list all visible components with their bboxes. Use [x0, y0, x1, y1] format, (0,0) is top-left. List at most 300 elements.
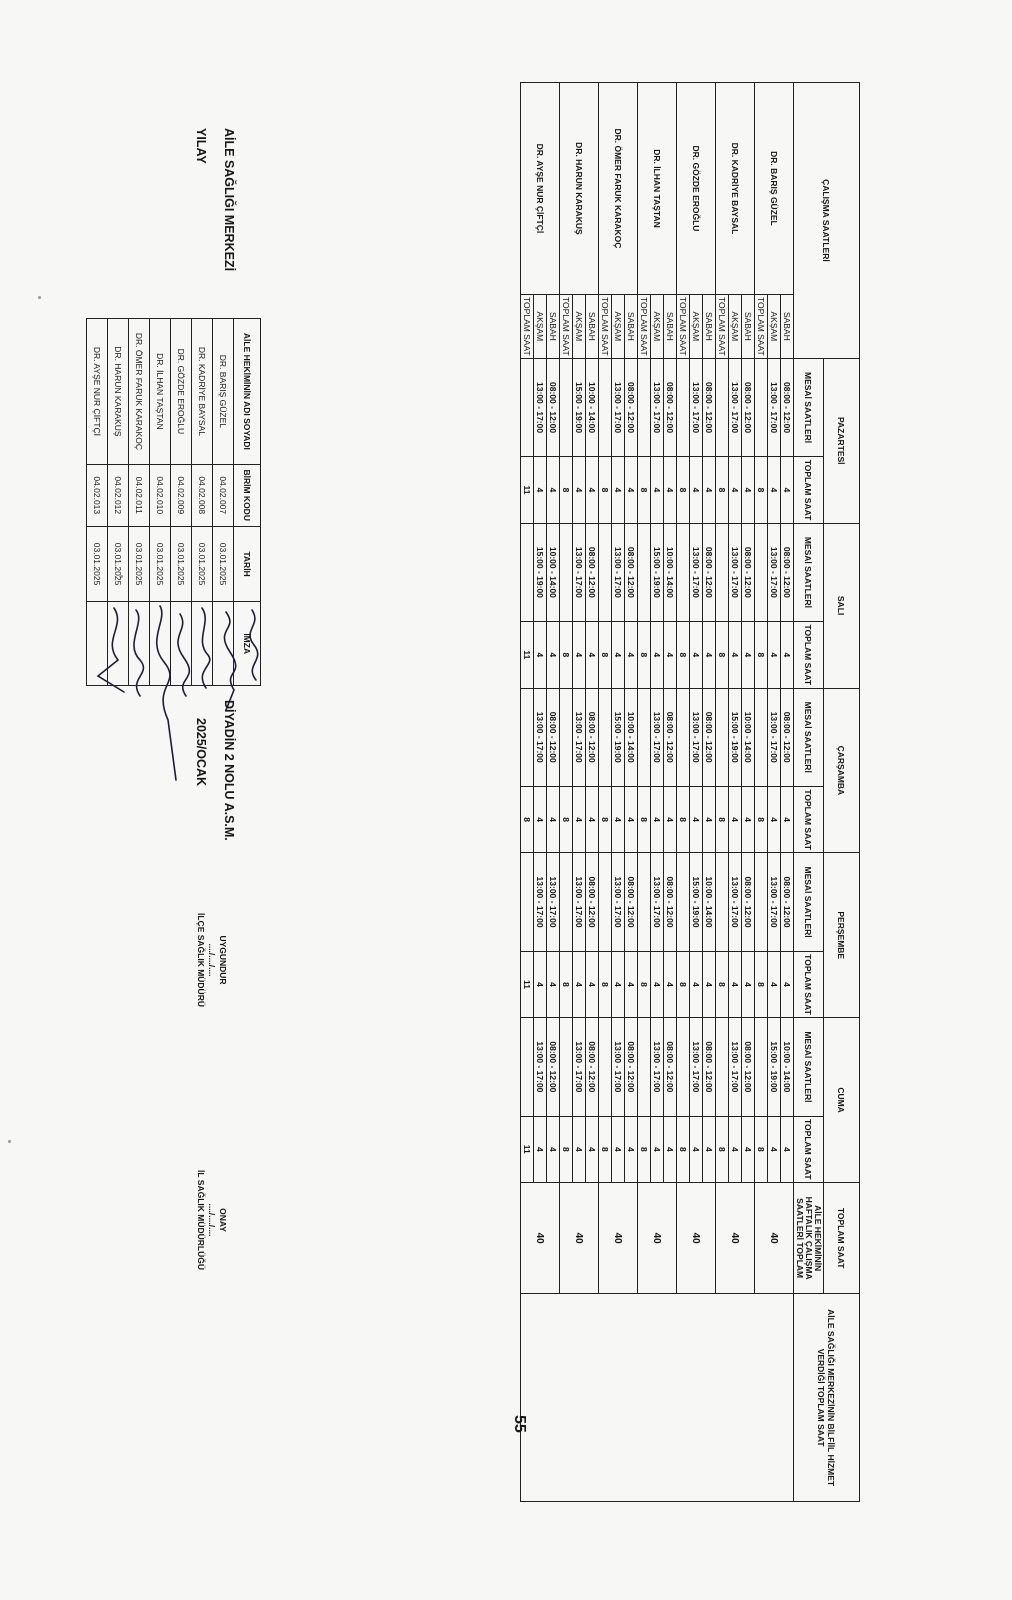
shift-total: 4 — [625, 1116, 638, 1182]
shift-hours — [638, 853, 651, 951]
shift-total: 8 — [677, 786, 690, 852]
sig-header-date: TARİH — [234, 526, 261, 602]
shift-label: SABAH — [625, 294, 638, 358]
shift-total: 8 — [560, 951, 573, 1017]
shift-label: TOPLAM SAAT — [677, 294, 690, 358]
shift-hours: 10:00 - 14:00 — [703, 853, 716, 951]
shift-total: 4 — [547, 1116, 560, 1182]
doctor-name: DR. AYŞE NUR ÇİFTÇİ — [521, 83, 560, 295]
shift-total: 8 — [755, 1116, 768, 1182]
shift-total: 8 — [599, 951, 612, 1017]
shift-hours — [716, 688, 729, 786]
shift-hours: 08:00 - 12:00 — [781, 853, 794, 951]
shift-hours: 08:00 - 12:00 — [625, 358, 638, 456]
shift-total: 4 — [547, 786, 560, 852]
doctor-name: DR. GÖZDE EROĞLU — [677, 83, 716, 295]
shift-total: 4 — [768, 951, 781, 1017]
total-subheader: TOPLAM SAAT — [794, 1116, 824, 1182]
weekly-total: 40 — [599, 1182, 638, 1293]
table-row — [547, 83, 560, 1502]
shift-total: 4 — [586, 786, 599, 852]
weekly-total: 40 — [521, 1182, 560, 1293]
shift-hours: 13:00 - 17:00 — [534, 853, 547, 951]
shift-total: 4 — [664, 457, 677, 523]
shift-total: 4 — [547, 622, 560, 688]
shift-total: 4 — [742, 622, 755, 688]
table-row — [742, 83, 755, 1502]
province-approval — [195, 1140, 228, 1300]
shift-total: 11 — [521, 1116, 534, 1182]
shift-hours — [521, 688, 534, 786]
shift-hours — [755, 853, 768, 951]
shift-hours: 08:00 - 12:00 — [703, 1018, 716, 1116]
shift-total: 8 — [599, 622, 612, 688]
shift-total: 11 — [521, 951, 534, 1017]
sig-date: 03.01.2025 — [192, 526, 213, 602]
shift-hours: 08:00 - 12:00 — [742, 358, 755, 456]
district-approval-title: UYGUNDUR — [218, 935, 228, 985]
table-row — [664, 83, 677, 1502]
shift-hours: 10:00 - 14:00 — [547, 523, 560, 621]
shift-total: 4 — [534, 457, 547, 523]
shift-hours: 08:00 - 12:00 — [703, 523, 716, 621]
shift-label: AKŞAM — [573, 294, 586, 358]
sig-doctor-name: DR. BARIŞ GÜZEL — [213, 319, 234, 465]
shift-total: 8 — [716, 951, 729, 1017]
shift-hours: 13:00 - 17:00 — [612, 358, 625, 456]
shift-hours — [560, 1018, 573, 1116]
shift-total: 4 — [625, 951, 638, 1017]
province-approval-role: İL SAĞLIK MÜDÜRLÜĞÜ — [196, 1170, 206, 1270]
sig-unit-code: 04.02.008 — [192, 464, 213, 526]
shift-hours: 15:00 - 19:00 — [729, 688, 742, 786]
shift-hours: 13:00 - 17:00 — [651, 358, 664, 456]
weekly-total: 40 — [560, 1182, 599, 1293]
service-header: AİLE SAĞLIĞI MERKEZİNİN BİLFİİL HİZMET VERDİĞİ TOPLAM SAAT — [794, 1294, 860, 1502]
shift-label: TOPLAM SAAT — [755, 294, 768, 358]
day-header: ÇARŞAMBA — [824, 688, 860, 853]
doctor-name: DR. KADRİYE BAYSAL — [716, 83, 755, 295]
shift-total: 4 — [742, 951, 755, 1017]
shift-hours — [716, 853, 729, 951]
shift-total: 4 — [768, 622, 781, 688]
shift-total: 4 — [781, 1116, 794, 1182]
sig-unit-code: 04.02.011 — [129, 464, 150, 526]
period: 2025/OCAK — [194, 718, 208, 787]
doctor-name: DR. HARUN KARAKUŞ — [560, 83, 599, 295]
shift-total: 4 — [586, 951, 599, 1017]
shift-hours: 15:00 - 19:00 — [651, 523, 664, 621]
shift-hours: 10:00 - 14:00 — [781, 1018, 794, 1116]
shift-total: 4 — [690, 622, 703, 688]
shift-total: 4 — [664, 622, 677, 688]
shift-total: 8 — [638, 457, 651, 523]
signature-stroke — [98, 608, 124, 692]
doctor-name: DR. İLHAN TAŞTAN — [638, 83, 677, 295]
shift-hours — [677, 853, 690, 951]
doctor-name: DR. ÖMER FARUK KARAKOÇ — [599, 83, 638, 295]
sig-header-code: BİRİM KODU — [234, 464, 261, 526]
shift-label: SABAH — [664, 294, 677, 358]
shift-total: 4 — [703, 951, 716, 1017]
shift-total: 8 — [677, 951, 690, 1017]
sig-date: 03.01.2025 — [171, 526, 192, 602]
weekly-total: 40 — [677, 1182, 716, 1293]
shift-hours — [599, 688, 612, 786]
shift-hours: 13:00 - 17:00 — [768, 358, 781, 456]
sig-header-sign: İMZA — [234, 602, 261, 686]
sig-date: 03.01.2025 — [150, 526, 171, 602]
shift-total: 4 — [703, 1116, 716, 1182]
shift-label: SABAH — [703, 294, 716, 358]
table-row — [625, 83, 638, 1502]
shift-total: 8 — [716, 457, 729, 523]
shift-hours: 13:00 - 17:00 — [729, 1018, 742, 1116]
shift-total: 4 — [534, 786, 547, 852]
city-name: YILAY — [194, 128, 208, 164]
shift-hours — [755, 1018, 768, 1116]
shift-total: 4 — [742, 1116, 755, 1182]
signatures-scribble — [84, 600, 264, 810]
sig-doctor-name: DR. GÖZDE EROĞLU — [171, 319, 192, 465]
shift-hours — [599, 358, 612, 456]
shift-total: 4 — [768, 1116, 781, 1182]
shift-total: 4 — [651, 457, 664, 523]
shift-hours — [599, 1018, 612, 1116]
shift-total: 8 — [638, 786, 651, 852]
shift-hours: 13:00 - 17:00 — [534, 358, 547, 456]
shift-total: 8 — [599, 1116, 612, 1182]
shift-total: 4 — [781, 786, 794, 852]
sig-unit-code: 04.02.012 — [108, 464, 129, 526]
shift-total: 8 — [560, 622, 573, 688]
shift-total: 4 — [573, 951, 586, 1017]
shift-hours — [521, 358, 534, 456]
shift-hours: 08:00 - 12:00 — [586, 688, 599, 786]
day-header: PERŞEMBE — [824, 853, 860, 1018]
shift-hours — [521, 1018, 534, 1116]
table-row — [586, 83, 599, 1502]
shift-total: 11 — [521, 622, 534, 688]
shift-hours: 13:00 - 17:00 — [690, 1018, 703, 1116]
shift-hours: 08:00 - 12:00 — [781, 358, 794, 456]
shift-total: 4 — [690, 457, 703, 523]
shift-total: 4 — [612, 951, 625, 1017]
shift-hours — [638, 1018, 651, 1116]
shift-hours: 08:00 - 12:00 — [664, 1018, 677, 1116]
schedule-table — [520, 82, 860, 1502]
shift-hours: 08:00 - 12:00 — [781, 523, 794, 621]
shift-hours — [560, 523, 573, 621]
shift-label: AKŞAM — [651, 294, 664, 358]
district-approval-role: İLÇE SAĞLIK MÜDÜRÜ — [196, 913, 206, 1007]
shift-hours: 08:00 - 12:00 — [547, 1018, 560, 1116]
shift-total: 4 — [612, 457, 625, 523]
shift-total: 11 — [521, 457, 534, 523]
shift-total: 8 — [521, 786, 534, 852]
shift-hours: 13:00 - 17:00 — [547, 853, 560, 951]
shift-hours: 08:00 - 12:00 — [742, 853, 755, 951]
shift-total: 4 — [703, 786, 716, 852]
page-number: 55 — [511, 1415, 528, 1433]
sig-doctor-name: DR. AYŞE NUR ÇİFTÇİ — [87, 319, 108, 465]
center-title: AİLE SAĞLIĞI MERKEZİ — [222, 128, 236, 272]
sig-date: 03.01.2025 — [213, 526, 234, 602]
shift-total: 4 — [625, 457, 638, 523]
shift-total: 8 — [755, 457, 768, 523]
shift-label: AKŞAM — [612, 294, 625, 358]
shift-hours: 13:00 - 17:00 — [651, 853, 664, 951]
shift-total: 4 — [703, 622, 716, 688]
shift-hours: 10:00 - 14:00 — [625, 688, 638, 786]
total-header: TOPLAM SAAT — [824, 1182, 860, 1293]
weekly-total: 40 — [716, 1182, 755, 1293]
sig-doctor-name: DR. KADRİYE BAYSAL — [192, 319, 213, 465]
shift-hours — [755, 523, 768, 621]
signature-stroke — [250, 610, 258, 680]
shift-hours — [716, 358, 729, 456]
total-subheader: TOPLAM SAAT — [794, 786, 824, 852]
shift-total: 4 — [690, 1116, 703, 1182]
shift-hours: 13:00 - 17:00 — [768, 688, 781, 786]
shift-hours — [677, 1018, 690, 1116]
signature-stroke — [178, 614, 189, 696]
shift-hours: 08:00 - 12:00 — [547, 688, 560, 786]
shift-total: 4 — [573, 1116, 586, 1182]
shift-hours: 08:00 - 12:00 — [586, 523, 599, 621]
shift-total: 4 — [729, 1116, 742, 1182]
shift-label: AKŞAM — [690, 294, 703, 358]
shift-total: 8 — [677, 622, 690, 688]
table-row — [781, 83, 794, 1502]
shift-total: 4 — [781, 622, 794, 688]
shift-hours: 13:00 - 17:00 — [768, 523, 781, 621]
shift-hours — [521, 523, 534, 621]
shift-hours: 13:00 - 17:00 — [534, 688, 547, 786]
shift-total: 8 — [677, 457, 690, 523]
shift-total: 8 — [638, 951, 651, 1017]
shift-hours: 13:00 - 17:00 — [612, 1018, 625, 1116]
shift-total: 4 — [612, 786, 625, 852]
shift-total: 8 — [716, 1116, 729, 1182]
shift-total: 8 — [638, 622, 651, 688]
shift-total: 4 — [664, 1116, 677, 1182]
shift-hours — [716, 523, 729, 621]
sig-unit-code: 04.02.010 — [150, 464, 171, 526]
shift-total: 4 — [612, 1116, 625, 1182]
day-header: SALI — [824, 523, 860, 688]
weekly-total: 40 — [755, 1182, 794, 1293]
shift-hours: 15:00 - 19:00 — [768, 1018, 781, 1116]
shift-total: 8 — [638, 1116, 651, 1182]
shift-hours: 13:00 - 17:00 — [690, 688, 703, 786]
shift-hours: 15:00 - 19:00 — [573, 358, 586, 456]
shift-label: TOPLAM SAAT — [521, 294, 534, 358]
shift-total: 4 — [534, 951, 547, 1017]
shift-hours — [560, 358, 573, 456]
shift-hours: 13:00 - 17:00 — [573, 523, 586, 621]
shift-hours: 08:00 - 12:00 — [664, 853, 677, 951]
shift-hours — [677, 523, 690, 621]
shift-total: 4 — [573, 786, 586, 852]
shift-total: 8 — [560, 1116, 573, 1182]
shift-hours: 13:00 - 17:00 — [651, 1018, 664, 1116]
hours-subheader: MESAİ SAATLERİ — [794, 688, 824, 786]
province-approval-date: ..../..../.... — [207, 1203, 217, 1237]
shift-total: 4 — [651, 622, 664, 688]
signature-stroke — [134, 610, 144, 696]
shift-total: 8 — [755, 951, 768, 1017]
district-approval-date: ..../..../.... — [207, 943, 217, 977]
total-subheader: TOPLAM SAAT — [794, 457, 824, 523]
shift-total: 4 — [586, 622, 599, 688]
shift-hours: 08:00 - 12:00 — [586, 853, 599, 951]
shift-hours — [599, 853, 612, 951]
shift-total: 8 — [560, 786, 573, 852]
shift-hours: 15:00 - 19:00 — [612, 688, 625, 786]
signature-stroke — [202, 608, 210, 688]
shift-label: SABAH — [547, 294, 560, 358]
corner-header: ÇALIŞMA SAATLERİ — [794, 83, 860, 359]
sig-header-name: AİLE HEKİMİNİN ADI SOYADI — [234, 319, 261, 465]
shift-label: SABAH — [586, 294, 599, 358]
shift-hours: 08:00 - 12:00 — [664, 358, 677, 456]
shift-hours: 13:00 - 17:00 — [573, 853, 586, 951]
shift-total: 4 — [690, 951, 703, 1017]
shift-hours: 13:00 - 17:00 — [729, 358, 742, 456]
shift-total: 8 — [716, 622, 729, 688]
day-header: CUMA — [824, 1018, 860, 1183]
shift-total: 4 — [534, 1116, 547, 1182]
shift-hours — [521, 853, 534, 951]
shift-hours: 13:00 - 17:00 — [690, 523, 703, 621]
shift-hours — [638, 688, 651, 786]
shift-label: AKŞAM — [768, 294, 781, 358]
shift-hours: 15:00 - 19:00 — [690, 853, 703, 951]
shift-hours: 15:00 - 19:00 — [534, 523, 547, 621]
province-approval-title: ONAY — [218, 1208, 228, 1232]
unit-name: DİYADİN 2 NOLU A.S.M. — [222, 700, 236, 841]
shift-total: 4 — [690, 786, 703, 852]
shift-hours: 08:00 - 12:00 — [742, 1018, 755, 1116]
hours-subheader: MESAİ SAATLERİ — [794, 853, 824, 951]
shift-label: AKŞAM — [729, 294, 742, 358]
shift-total: 4 — [729, 457, 742, 523]
shift-total: 8 — [755, 786, 768, 852]
sig-date: 03.01.2025 — [129, 526, 150, 602]
sig-date: 03.01.2025 — [108, 526, 129, 602]
shift-total: 4 — [768, 786, 781, 852]
shift-label: TOPLAM SAAT — [716, 294, 729, 358]
shift-total: 8 — [599, 786, 612, 852]
shift-hours: 13:00 - 17:00 — [651, 688, 664, 786]
shift-total: 4 — [742, 457, 755, 523]
shift-total: 4 — [625, 786, 638, 852]
day-header: PAZARTESİ — [824, 358, 860, 523]
shift-hours: 13:00 - 17:00 — [573, 1018, 586, 1116]
shift-total: 4 — [573, 622, 586, 688]
shift-total: 8 — [599, 457, 612, 523]
signature-stroke — [157, 606, 176, 780]
shift-label: SABAH — [742, 294, 755, 358]
shift-hours — [755, 358, 768, 456]
sig-doctor-name: DR. ÖMER FARUK KARAKOÇ — [129, 319, 150, 465]
shift-hours: 13:00 - 17:00 — [690, 358, 703, 456]
shift-label: TOPLAM SAAT — [638, 294, 651, 358]
shift-hours — [638, 358, 651, 456]
shift-hours: 13:00 - 17:00 — [768, 853, 781, 951]
shift-hours — [755, 688, 768, 786]
shift-hours — [560, 688, 573, 786]
sig-doctor-name: DR. HARUN KARAKUŞ — [108, 319, 129, 465]
shift-total: 4 — [664, 786, 677, 852]
shift-hours: 10:00 - 14:00 — [664, 523, 677, 621]
shift-total: 4 — [586, 457, 599, 523]
shift-total: 4 — [781, 457, 794, 523]
shift-total: 4 — [612, 622, 625, 688]
shift-hours — [599, 523, 612, 621]
shift-hours: 08:00 - 12:00 — [586, 1018, 599, 1116]
shift-total: 4 — [651, 786, 664, 852]
shift-hours: 10:00 - 14:00 — [586, 358, 599, 456]
shift-hours: 13:00 - 17:00 — [729, 523, 742, 621]
shift-total: 8 — [560, 457, 573, 523]
sig-unit-code: 04.02.007 — [213, 464, 234, 526]
shift-hours: 08:00 - 12:00 — [664, 688, 677, 786]
doctor-name: DR. BARIŞ GÜZEL — [755, 83, 794, 295]
shift-hours: 08:00 - 12:00 — [625, 853, 638, 951]
schedule-body — [521, 83, 794, 1502]
shift-hours — [677, 688, 690, 786]
shift-label: AKŞAM — [534, 294, 547, 358]
signature-stroke — [224, 612, 235, 710]
shift-total: 4 — [768, 457, 781, 523]
shift-total: 8 — [677, 1116, 690, 1182]
shift-hours: 08:00 - 12:00 — [547, 358, 560, 456]
sig-date: 03.01.2025 — [87, 526, 108, 602]
sig-unit-code: 04.02.009 — [171, 464, 192, 526]
shift-hours: 13:00 - 17:00 — [534, 1018, 547, 1116]
service-total — [521, 1294, 794, 1502]
shift-total: 4 — [625, 622, 638, 688]
weekly-total: 40 — [638, 1182, 677, 1293]
shift-total: 8 — [755, 622, 768, 688]
shift-hours: 10:00 - 14:00 — [742, 688, 755, 786]
shift-total: 4 — [651, 1116, 664, 1182]
shift-total: 4 — [573, 457, 586, 523]
shift-total: 4 — [703, 457, 716, 523]
shift-total: 4 — [781, 951, 794, 1017]
sig-doctor-name: DR. İLHAN TAŞTAN — [150, 319, 171, 465]
shift-hours — [677, 358, 690, 456]
total-subheader: TOPLAM SAAT — [794, 951, 824, 1017]
hours-subheader: MESAİ SAATLERİ — [794, 1018, 824, 1116]
shift-total: 4 — [534, 622, 547, 688]
shift-total: 4 — [729, 786, 742, 852]
shift-hours: 08:00 - 12:00 — [625, 523, 638, 621]
shift-label: TOPLAM SAAT — [599, 294, 612, 358]
shift-total: 8 — [716, 786, 729, 852]
shift-total: 4 — [547, 457, 560, 523]
shift-hours: 13:00 - 17:00 — [573, 688, 586, 786]
shift-total: 4 — [742, 786, 755, 852]
shift-label: TOPLAM SAAT — [560, 294, 573, 358]
shift-hours — [560, 853, 573, 951]
total-subheader: TOPLAM SAAT — [794, 622, 824, 688]
shift-hours: 08:00 - 12:00 — [703, 688, 716, 786]
shift-hours: 08:00 - 12:00 — [781, 688, 794, 786]
shift-hours: 08:00 - 12:00 — [625, 1018, 638, 1116]
